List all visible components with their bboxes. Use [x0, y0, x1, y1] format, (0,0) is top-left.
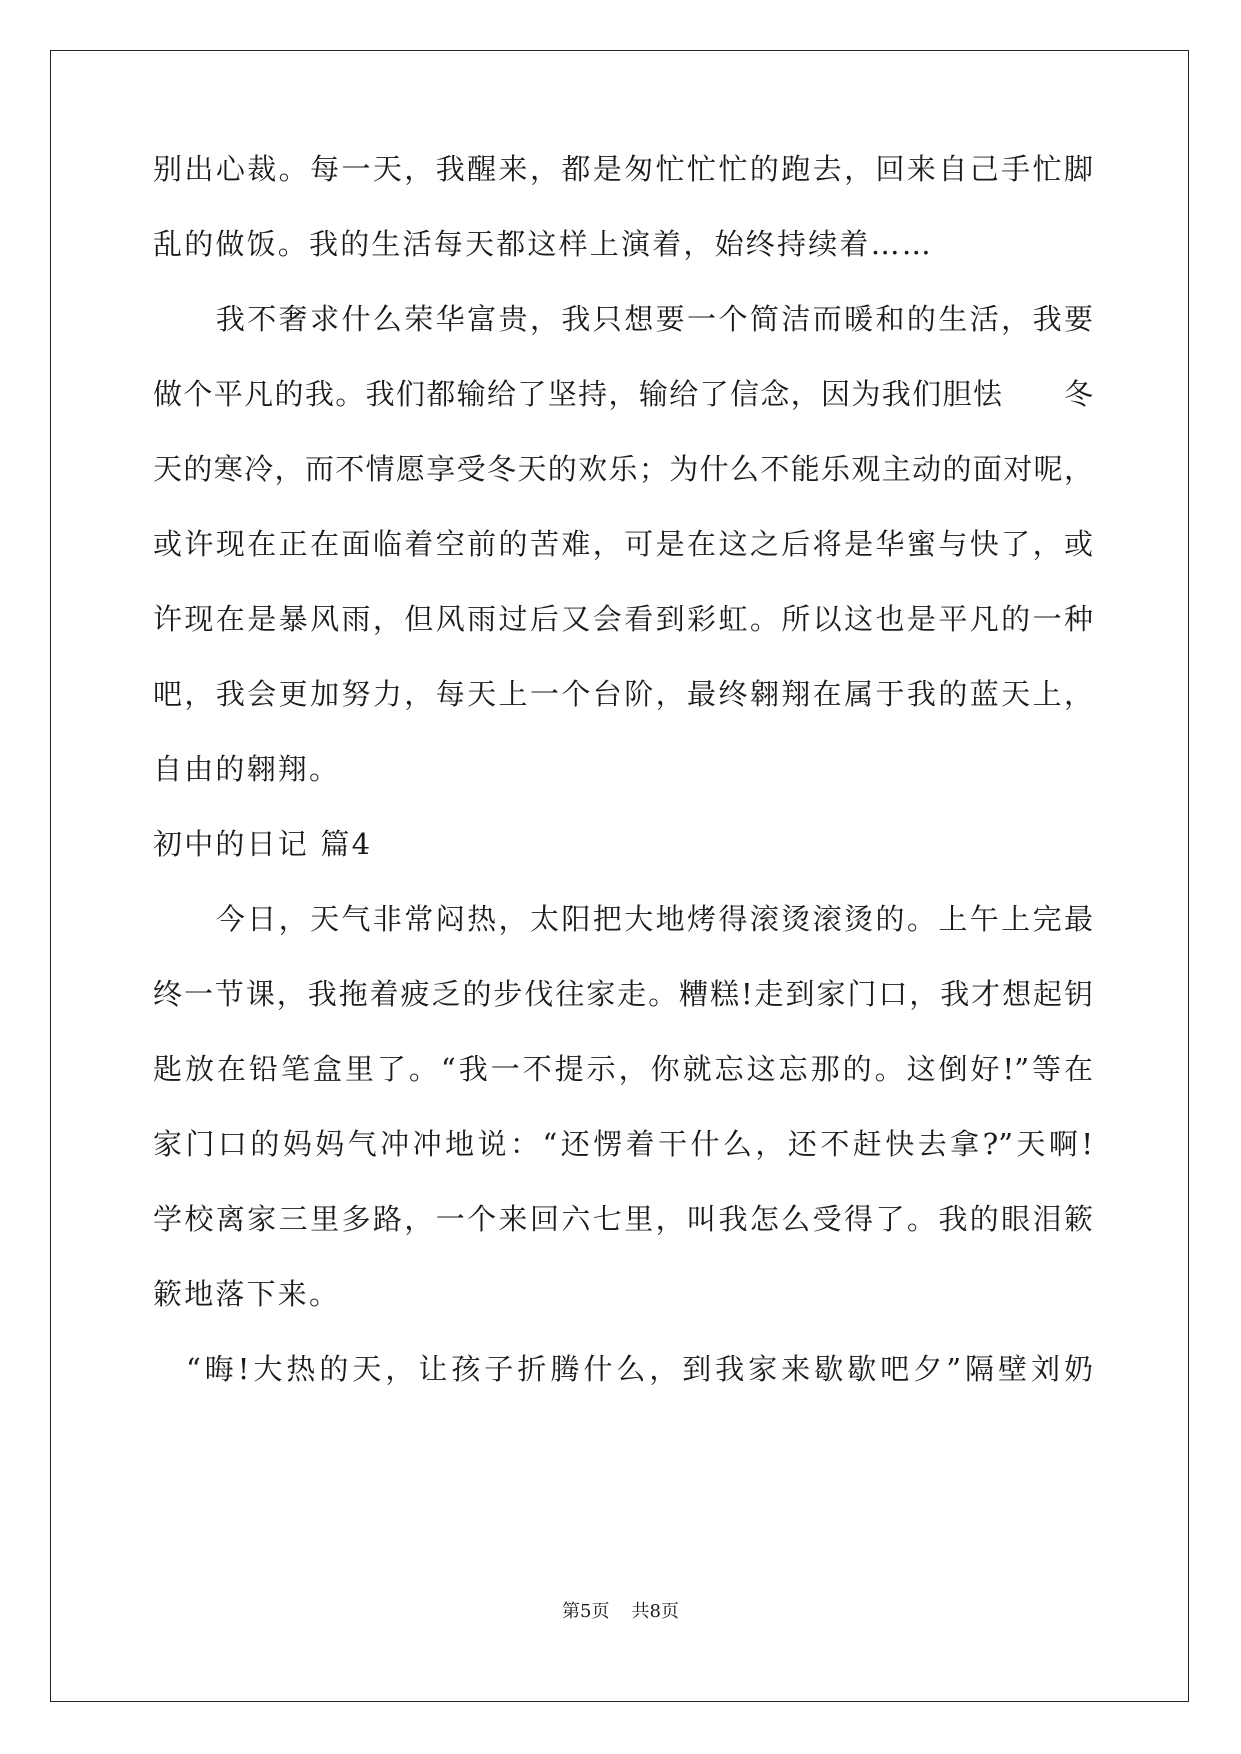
text-line-8: 吧，我会更加努力，每天上一个台阶，最终翱翔在属于我的蓝天上，	[153, 677, 1093, 711]
text-line-12: 终一节课，我拖着疲乏的步伐往家走。糟糕!走到家门口，我才想起钥	[153, 977, 1093, 1011]
text-line-3: 我不奢求什么荣华富贵，我只想要一个简洁而暖和的生活，我要	[153, 302, 1093, 336]
text-line-15: 学校离家三里多路，一个来回六七里，叫我怎么受得了。我的眼泪簌	[153, 1202, 1093, 1236]
text-line-4: 做个平凡的我。我们都输给了坚持，输给了信念，因为我们胆怯 冬	[153, 377, 1093, 411]
text-line-9: 自由的翱翔。	[153, 752, 341, 786]
section-heading: 初中的日记 篇4	[153, 827, 373, 861]
text-line-1: 别出心裁。每一天，我醒来，都是匆忙忙忙的跑去，回来自己手忙脚	[153, 152, 1093, 186]
page-border	[50, 50, 1189, 1702]
text-line-17: “晦!大热的天，让孩子折腾什么，到我家来歇歇吧夕”隔壁刘奶	[153, 1352, 1093, 1386]
text-line-14: 家门口的妈妈气冲冲地说：“还愣着干什么，还不赶快去拿?”天啊!	[153, 1127, 1093, 1161]
page-footer	[0, 1600, 1241, 1624]
total-pages-label: 共8页	[631, 1601, 679, 1622]
text-line-6: 或许现在正在面临着空前的苦难，可是在这之后将是华蜜与快了，或	[153, 527, 1093, 561]
text-line-13: 匙放在铅笔盒里了。“我一不提示，你就忘这忘那的。这倒好!”等在	[153, 1052, 1093, 1086]
text-line-2: 乱的做饭。我的生活每天都这样上演着，始终持续着……	[153, 227, 934, 261]
text-line-7: 许现在是暴风雨，但风雨过后又会看到彩虹。所以这也是平凡的一种	[153, 602, 1093, 636]
text-line-5: 天的寒冷，而不情愿享受冬天的欢乐；为什么不能乐观主动的面对呢，	[153, 452, 1093, 486]
text-line-16: 簌地落下来。	[153, 1277, 341, 1311]
text-line-11: 今日，天气非常闷热，太阳把大地烤得滚烫滚烫的。上午上完最	[153, 902, 1093, 936]
current-page-label: 第5页	[562, 1601, 610, 1622]
